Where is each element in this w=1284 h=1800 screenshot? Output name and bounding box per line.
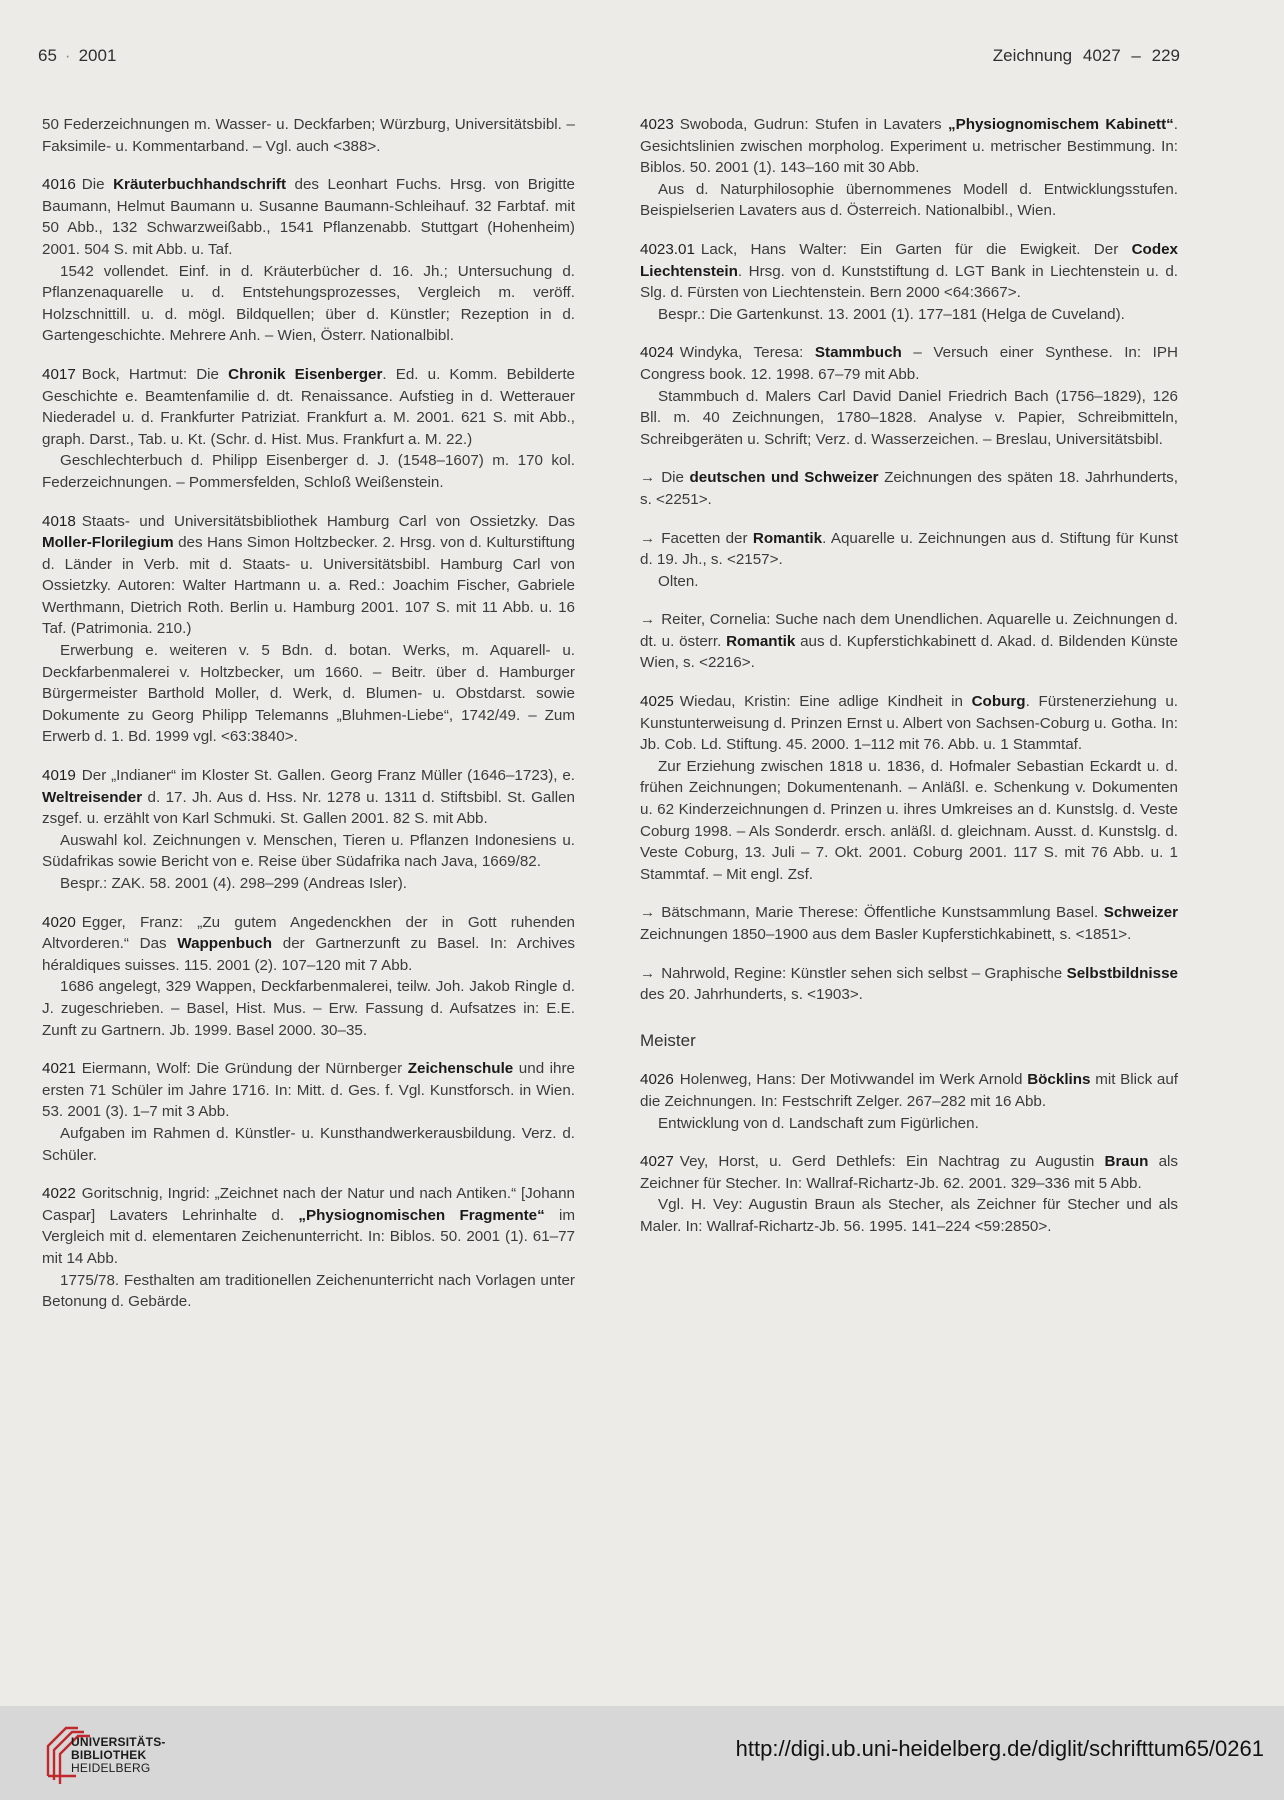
entry-citation — [640, 691, 1178, 756]
entry-text: . Fürstenerziehung u. Kunstunterweisung d. Prinzen Ernst u. Albert von Sachsen-Coburg u. Gotha. In: Jb. Cob. Ld. Stiftung. 45. 2000. 1–112 mit 76. Abb. u. 1 Stammtaf. — [640, 693, 1178, 754]
entry-text: . Aquarelle u. Zeichnungen aus d. Stiftung für Kunst d. 19. Jh., s. <2157>. — [640, 529, 1178, 569]
page-number-right: 229 — [1151, 46, 1180, 65]
entry-text: Egger, Franz: „Zu gutem Angedenckhen der in Gott ruhenden Altvorderen.“ Das — [42, 913, 575, 953]
bibliography-entry — [42, 364, 575, 494]
cross-reference — [640, 467, 1178, 510]
bibliography-entry — [640, 239, 1178, 325]
entry-text: des Hans Simon Holtzbecker. 2. Hrsg. von d. Kulturstiftung d. Länder in Verb. mit d. Staats- u. Universitätsbibl. Hamburg Carl von Ossietzky. Autoren: Walter Hartmann u. a. Red.: Joachim Fischer, Gabriele Werthmann, Dietrich Roth. Berlin u. Hamburg 2001. 107 S. mit 11 Abb. u. 16 Taf. (Patrimonia. 210.) — [42, 534, 575, 638]
entry-annotation — [640, 1113, 1178, 1135]
entry-citation — [640, 609, 1178, 674]
entry-citation — [640, 1151, 1178, 1194]
entry-annotation — [640, 179, 1178, 222]
entry-text: Holenweg, Hans: Der Motivwandel im Werk Arnold — [679, 1071, 1028, 1089]
entry-number: 4021 — [42, 1060, 76, 1078]
bibliography-entry — [42, 174, 575, 347]
entry-citation — [640, 467, 1178, 510]
section-title: Zeichnung — [992, 46, 1073, 65]
entry-text: Olten. — [658, 572, 699, 590]
entry-text: Facetten der — [661, 529, 753, 547]
entry-text: Bätschmann, Marie Therese: Öffentliche Kunstsammlung Basel. — [661, 904, 1104, 922]
bibliography-entry — [640, 1151, 1178, 1237]
subject-keyword: Coburg — [971, 693, 1026, 711]
entry-citation — [42, 364, 575, 450]
header-separator: · — [64, 46, 71, 65]
entry-text: . Hrsg. von d. Kunststiftung d. LGT Bank in Liechtenstein u. d. Slg. d. Fürsten von Liechtenstein. Bern 2000 <64:3667>. — [640, 262, 1178, 302]
subject-keyword: Romantik — [752, 529, 823, 547]
entry-text: als Zeichner für Stecher. In: Wallraf-Richartz-Jb. 62. 2001. 329–336 mit 5 Abb. — [640, 1153, 1178, 1192]
cross-reference — [640, 902, 1178, 945]
entry-text: Auswahl kol. Zeichnungen v. Menschen, Tieren u. Pflanzen Indonesiens u. Südafrikas sowie Bericht von e. Reise über Südafrika nach Java, 1669/82. — [42, 831, 575, 871]
entry-text: des Leonhart Fuchs. Hrsg. von Brigitte Baumann, Helmut Baumann u. Susanne Baumann-Schleihauf. 32 Farbtaf. mit 50 Abb., 132 Schwarzweißabb., 1541 Pflanzenabb. Stuttgart (Hohenheim) 2001. 504 S. mit Abb. u. Taf. — [42, 176, 575, 258]
arrow-right-icon: → — [640, 611, 656, 629]
bibliography-entry — [42, 511, 575, 749]
entry-citation — [640, 902, 1178, 945]
entry-text: Erwerbung e. weiteren v. 5 Bdn. d. botan. Werks, m. Aquarell- u. Deckfarbenmalerei v. Holtzbecker, um 1660. – Beitr. über d. Hamburger Bürgermeister Barthold Moller, d. Werk, d. Blumen- u. Obstdarst. sowie Dokumente zu Georg Philipp Telemanns „Bluhmen-Liebe“, 1742/49. – Zum Erwerb d. 1. Bd. 1999 vgl. <63:3840>. — [42, 642, 575, 746]
entry-number: 4019 — [42, 767, 76, 785]
entry-number: 4018 — [42, 512, 76, 530]
page-number-left: 65 — [38, 46, 57, 65]
entry-text: – Versuch einer Synthese. In: IPH Congress book. 12. 1998. 67–79 mit Abb. — [640, 344, 1178, 383]
bibliography-entry — [42, 114, 575, 157]
entry-text: Aufgaben im Rahmen d. Künstler- u. Kunsthandwerkerausbildung. Verz. d. Schüler. — [42, 1124, 575, 1164]
permalink-url[interactable]: http://digi.ub.uni-heidelberg.de/diglit/schrifttum65/0261 — [735, 1736, 1264, 1761]
bibliography-entry — [42, 1058, 575, 1166]
entry-citation — [42, 511, 575, 641]
entry-citation — [640, 1069, 1178, 1112]
entry-text: Reiter, Cornelia: Suche nach dem Unendlichen. Aquarelle u. Zeichnungen d. dt. u. österr. — [640, 611, 1178, 650]
entry-text: . Ed. u. Komm. Bebilderte Geschichte e. Beamtenfamilie d. dt. Renaissance. Aufstieg in d. Wetterauer Niederadel u. d. Frankfurter Patriziat. Frankfurt a. M. 2001. 621 S. mit Abb., graph. Darst., Tab. u. Kt. (Schr. d. Hist. Mus. Frankfurt a. M. 22.) — [42, 365, 575, 448]
entry-annotation — [640, 304, 1178, 326]
entry-text: der Gartnerzunft zu Basel. In: Archives héraldiques suisses. 115. 2001 (2). 107–120 mit 7 Abb. — [42, 935, 576, 974]
subject-keyword: „Physiognomischen Fragmente“ — [298, 1206, 545, 1224]
entry-number: 4024 — [640, 344, 674, 362]
header-right — [993, 46, 1180, 66]
entry-number: 4016 — [42, 176, 76, 194]
subject-keyword: Kräuterbuchhandschrift — [113, 176, 287, 194]
entry-text: Wiedau, Kristin: Eine adlige Kindheit in — [679, 693, 972, 711]
logo-line-2: BIBLIOTHEK — [71, 1748, 147, 1762]
entry-text: 50 Federzeichnungen m. Wasser- u. Deckfarben; Würzburg, Universitätsbibl. – Faksimile- u. Kommentarband. – Vgl. auch <388>. — [42, 116, 575, 155]
bibliography-entry — [42, 765, 575, 895]
left-column — [42, 114, 575, 1330]
entry-text: Eiermann, Wolf: Die Gründung der Nürnberger — [81, 1060, 408, 1078]
entry-annotation — [42, 261, 575, 347]
entry-text: Zeichnungen 1850–1900 aus dem Basler Kupferstichkabinett, s. <1851>. — [640, 926, 1132, 943]
entry-annotation — [42, 976, 575, 1041]
entry-text: . Gesichtslinien zwischen morpholog. Experiment u. metrischer Bestimmung. In: Biblos. 50. 2001 (1). 143–160 mit 30 Abb. — [640, 116, 1178, 177]
entry-citation — [640, 342, 1178, 385]
subject-keyword: deutschen und Schweizer — [689, 469, 879, 487]
entry-annotation — [640, 756, 1178, 886]
entry-text: Bespr.: Die Gartenkunst. 13. 2001 (1). 177–181 (Helga de Cuveland). — [658, 305, 1125, 323]
entry-text: Staats- und Universitätsbibliothek Hamburg Carl von Ossietzky. Das — [81, 512, 575, 530]
entry-annotation — [640, 1194, 1178, 1237]
entry-text: Zeichnungen des späten 18. Jahrhunderts, s. <2251>. — [640, 469, 1178, 508]
entry-citation — [640, 114, 1178, 179]
entry-text: Aus d. Naturphilosophie übernommenes Modell d. Entwicklungsstufen. Beispielserien Lavaters aus d. Österreich. Nationalbibl., Wien. — [640, 180, 1178, 220]
arrow-right-icon: → — [640, 529, 656, 547]
subject-keyword: Stammbuch — [814, 344, 902, 362]
library-logo-text — [71, 1736, 166, 1775]
cross-reference — [640, 609, 1178, 674]
entry-number: 4020 — [42, 913, 76, 931]
subject-keyword: Romantik — [726, 632, 796, 650]
entry-annotation — [42, 640, 575, 748]
subject-keyword: Wappenbuch — [177, 935, 273, 953]
subject-keyword: Zeichenschule — [407, 1060, 514, 1078]
cross-reference — [640, 528, 1178, 593]
bibliography-entry — [42, 1183, 575, 1313]
header-left — [38, 46, 116, 66]
entry-text: Geschlechterbuch d. Philipp Eisenberger d. J. (1548–1607) m. 170 kol. Federzeichnungen. – Pommersfelden, Schloß Weißenstein. — [42, 452, 575, 491]
entry-text: und ihre ersten 71 Schüler im Jahre 1716. In: Mitt. d. Ges. f. Vgl. Kunstforsch. in Wien. 53. 2001 (3). 1–7 mit 3 Abb. — [42, 1060, 576, 1121]
entry-annotation — [42, 830, 575, 873]
entry-citation — [42, 114, 575, 157]
entry-text: Stammbuch d. Malers Carl David Daniel Friedrich Bach (1756–1829), 126 Bll. m. 40 Zeichnungen, 1780–1828. Analyse v. Papier, Schreibmitteln, Schreibgeräten u. Schrift; Verz. d. Wasserzeichen. – Breslau, Universitätsbibl. — [640, 387, 1178, 448]
bibliography-entry — [640, 114, 1178, 222]
footer-bar — [0, 1706, 1284, 1800]
entry-text: 1686 angelegt, 329 Wappen, Deckfarbenmalerei, teilw. Joh. Jakob Ringle d. J. zugeschrieben. – Basel, Hist. Mus. – Erw. Fassung d. Aufsatzes in: E.E. Zunft zu Gartnern. Jb. 1999. Basel 2000. 30–35. — [42, 978, 575, 1039]
subject-keyword: Böcklins — [1027, 1071, 1091, 1089]
entry-number: 4025 — [640, 693, 674, 711]
page-header — [38, 46, 1180, 70]
section-heading: Meister — [640, 1030, 696, 1050]
entry-annotation — [640, 571, 1178, 593]
entry-citation — [42, 1183, 575, 1269]
entry-citation — [640, 528, 1178, 571]
entry-number: 4022 — [42, 1185, 76, 1203]
entry-citation — [640, 963, 1178, 1006]
bibliography-entry — [640, 691, 1178, 885]
entry-text: 1775/78. Festhalten am traditionellen Zeichenunterricht nach Vorlagen unter Betonung d. Gebärde. — [42, 1271, 575, 1311]
subject-keyword: Weltreisender — [42, 788, 143, 806]
header-year: 2001 — [78, 46, 117, 65]
entry-text: Goritschnig, Ingrid: „Zeichnet nach der Natur und nach Antiken.“ [Johann Caspar] Lavaters Lehrinhalte d. — [42, 1185, 575, 1224]
entry-citation — [42, 1058, 575, 1123]
entry-text: Die — [661, 469, 690, 487]
entry-text: aus d. Kupferstichkabinett d. Akad. d. Bildenden Künste Wien, s. <2216>. — [640, 632, 1178, 672]
entry-text: mit Blick auf die Zeichnungen. In: Festschrift Zelger. 267–282 mit 16 Abb. — [640, 1071, 1178, 1110]
entry-text: Die — [81, 176, 114, 194]
entry-number: 4026 — [640, 1071, 674, 1089]
subject-keyword: Selbstbildnisse — [1066, 964, 1178, 982]
entry-citation — [42, 765, 575, 830]
entry-text: Lack, Hans Walter: Ein Garten für die Ewigkeit. Der — [700, 240, 1132, 258]
subject-keyword: Moller-Florilegium — [42, 534, 174, 552]
entry-text: Swoboda, Gudrun: Stufen in Lavaters — [679, 116, 948, 133]
entry-text: 1542 vollendet. Einf. in d. Kräuterbücher d. 16. Jh.; Untersuchung d. Pflanzenaquarelle u. d. Entstehungsprozesses, Vergleich m. veröff. Holzschnittill. u. d. mögl. Bildquellen; über d. Künstler; Rezeption in d. Gartengeschichte. Mehrere Anh. – Wien, Österr. Nationalbibl. — [42, 262, 575, 345]
entry-annotation — [42, 1123, 575, 1166]
subject-keyword: „Physiognomischem Kabinett“ — [947, 116, 1174, 133]
entry-citation — [640, 239, 1178, 304]
entry-text: Entwicklung von d. Landschaft zum Figürlichen. — [658, 1114, 979, 1132]
entry-text: Vey, Horst, u. Gerd Dethlefs: Ein Nachtrag zu Augustin — [679, 1153, 1105, 1171]
entry-text: Der „Indianer“ im Kloster St. Gallen. Georg Franz Müller (1646–1723), e. — [81, 767, 575, 785]
bibliography-entry — [640, 342, 1178, 450]
entry-citation — [42, 912, 575, 977]
entry-annotation — [42, 1270, 575, 1313]
entry-text: des 20. Jahrhunderts, s. <1903>. — [640, 986, 863, 1004]
entry-text: d. 17. Jh. Aus d. Hss. Nr. 1278 u. 1311 d. Stiftsbibl. St. Gallen zsgef. u. erzählt von Karl Schmuki. St. Gallen 2001. 82 S. mit Abb. — [42, 788, 575, 828]
right-column — [640, 114, 1178, 1255]
subject-keyword: Codex Liechtenstein — [640, 240, 1178, 280]
arrow-right-icon: → — [640, 469, 656, 487]
subject-keyword: Braun — [1104, 1153, 1149, 1171]
entry-citation — [42, 174, 575, 260]
cross-reference — [640, 963, 1178, 1006]
entry-text: Bespr.: ZAK. 58. 2001 (4). 298–299 (Andreas Isler). — [60, 875, 407, 892]
entry-text: Vgl. H. Vey: Augustin Braun als Stecher, als Zeichner für Stecher und als Maler. In: Wallraf-Richartz-Jb. 56. 1995. 141–224 <59:2850>. — [640, 1196, 1178, 1235]
arrow-right-icon: → — [640, 904, 656, 922]
entry-annotation — [42, 873, 575, 895]
logo-line-3: HEIDELBERG — [71, 1761, 151, 1775]
entry-text: Bock, Hartmut: Die — [81, 365, 229, 383]
subject-keyword: Chronik Eisenberger — [228, 365, 383, 383]
entry-annotation — [42, 450, 575, 493]
bibliography-entry — [42, 912, 575, 1042]
entry-number: 4023 — [640, 116, 674, 133]
entry-text: Windyka, Teresa: — [679, 344, 815, 362]
entry-text: Nahrwold, Regine: Künstler sehen sich selbst – Graphische — [661, 964, 1067, 982]
entry-annotation — [640, 386, 1178, 451]
subject-keyword: Schweizer — [1103, 904, 1178, 922]
entry-number: 4027 — [640, 1153, 674, 1171]
arrow-right-icon: → — [640, 964, 656, 982]
logo-line-1: UNIVERSITÄTS- — [71, 1735, 166, 1749]
entry-number: 4017 — [42, 365, 76, 383]
entry-text: im Vergleich mit d. elementaren Zeichenunterricht. In: Biblos. 50. 2001 (1). 61–77 mit 14 Abb. — [42, 1206, 576, 1267]
section-range: 4027 — [1082, 46, 1121, 65]
entry-number: 4023.01 — [640, 240, 695, 258]
entry-text: Zur Erziehung zwischen 1818 u. 1836, d. Hofmaler Sebastian Eckardt u. d. frühen Zeichnungen; Dokumentenanh. – Anläßl. e. Schenkung v. Dokumenten u. 62 Kinderzeichnungen d. Prinzen u. ihres Umkreises an d. Kunstslg. d. Veste Coburg 1998. – Als Sonderdr. ersch. anläßl. d. gleichnam. Ausst. d. Kunstslg. d. Veste Coburg, 13. Juli – 7. Okt. 2001. Coburg 2001. 117 S. mit 76 Abb. u. 1 Stammtaf. – Mit engl. Zsf. — [640, 757, 1178, 883]
header-dash: – — [1131, 46, 1141, 65]
bibliography-entry — [640, 1069, 1178, 1134]
